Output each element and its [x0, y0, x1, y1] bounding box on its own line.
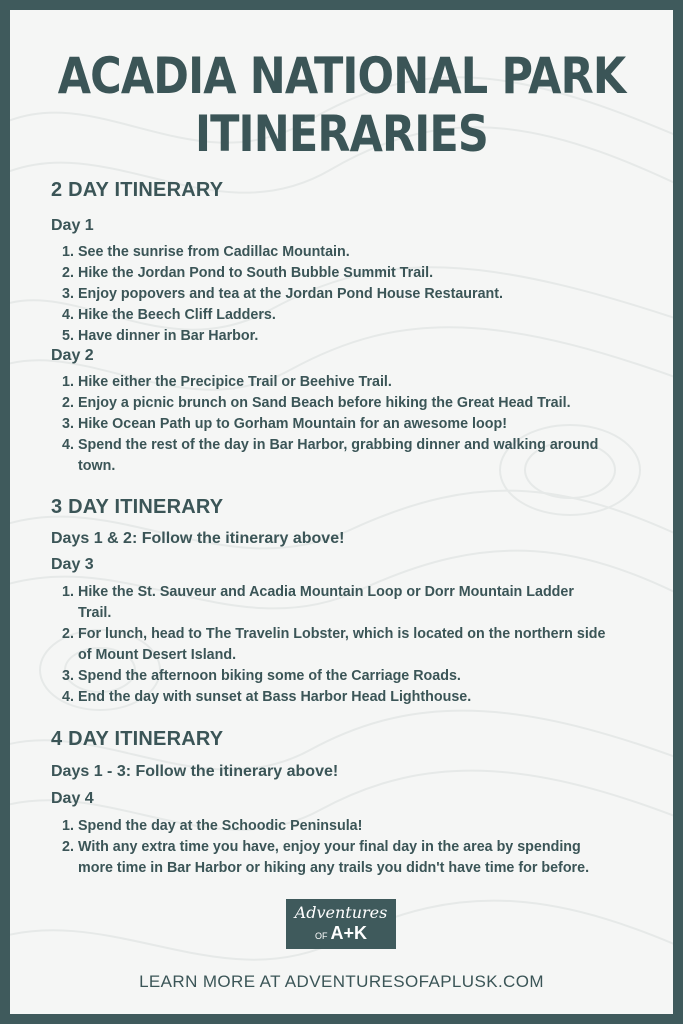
section-note-4-day: Days 1 - 3: Follow the itinerary above!	[51, 763, 339, 780]
section-heading-3-day: 3 DAY ITINERARY	[51, 496, 224, 518]
section-heading-4-day: 4 DAY ITINERARY	[51, 728, 224, 750]
logo-line-ak: OF A+K	[314, 923, 367, 943]
day-4-list	[10, 816, 610, 879]
list-item: 1. See the sunrise from Cadillac Mountain.	[62, 244, 350, 260]
list-item: 1. Spend the day at the Schoodic Peninsula!	[62, 818, 363, 834]
list-item: 1. Hike either the Precipice Trail or Beehive Trail.	[62, 374, 392, 390]
footer-link[interactable]: LEARN MORE AT ADVENTURESOFAPLUSK.COM	[139, 972, 544, 991]
list-item: 4. Hike the Beech Cliff Ladders.	[62, 307, 276, 323]
list-item: 4. Spend the rest of the day in Bar Harbor, grabbing dinner and walking around town.	[62, 437, 599, 474]
list-item: 3. Spend the afternoon biking some of the Carriage Roads.	[62, 668, 461, 684]
section-heading-2-day: 2 DAY ITINERARY	[51, 179, 224, 201]
list-item: 4. End the day with sunset at Bass Harbor Head Lighthouse.	[62, 689, 472, 705]
page-title-line-2: ITINERARIES	[194, 105, 489, 163]
adventures-of-a-k-logo[interactable]	[286, 899, 396, 949]
list-item: 3. Enjoy popovers and tea at the Jordan Pond House Restaurant.	[62, 286, 504, 302]
day-label-day-3: Day 3	[51, 556, 94, 573]
day-3-list	[10, 582, 610, 708]
list-item: 2. Enjoy a picnic brunch on Sand Beach before hiking the Great Head Trail.	[62, 395, 571, 411]
list-item: 1. Hike the St. Sauveur and Acadia Mountain Loop or Dorr Mountain Ladder Trail.	[62, 584, 574, 621]
list-item: 5. Have dinner in Bar Harbor.	[62, 328, 259, 344]
day-label-day-2: Day 2	[51, 347, 94, 364]
section-note-3-day: Days 1 & 2: Follow the itinerary above!	[51, 530, 345, 547]
list-item: 2. With any extra time you have, enjoy your final day in the area by spending more time in Bar Harbor or hiking any trails you didn't have time for before.	[62, 839, 590, 876]
poster-frame	[10, 10, 673, 1014]
day-2-list	[10, 372, 610, 477]
logo-line-adventures: Adventures	[294, 903, 388, 922]
list-item: 2. Hike the Jordan Pond to South Bubble Summit Trail.	[62, 265, 434, 281]
day-label-day-4: Day 4	[51, 790, 94, 807]
page-title-line-1: ACADIA NATIONAL PARK	[57, 47, 626, 105]
list-item: 2. For lunch, head to The Travelin Lobster, which is located on the northern side of Mount Desert Island.	[62, 626, 606, 663]
day-1-list	[10, 242, 610, 347]
list-item: 3. Hike Ocean Path up to Gorham Mountain for an awesome loop!	[62, 416, 507, 432]
day-label-day-1: Day 1	[51, 217, 94, 234]
